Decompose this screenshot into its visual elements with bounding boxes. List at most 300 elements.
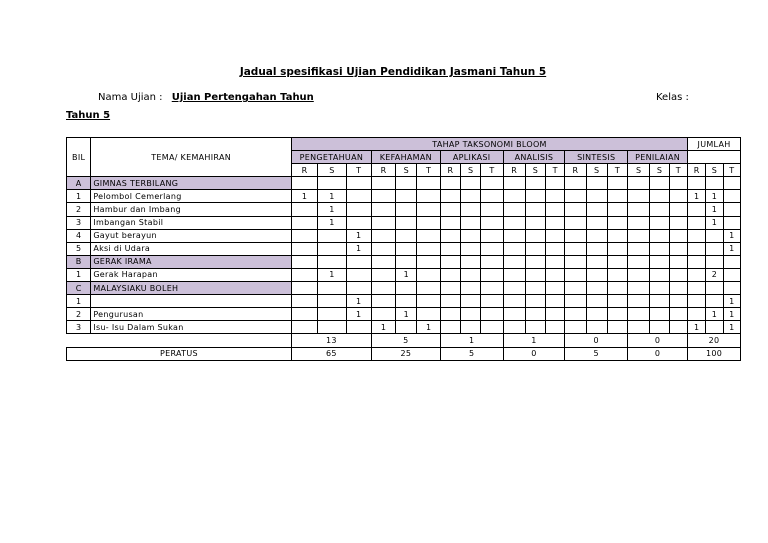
total-cell: 1 — [440, 334, 503, 347]
count-cell — [706, 295, 723, 308]
count-cell — [565, 203, 586, 216]
count-cell — [650, 308, 669, 321]
count-cell — [371, 190, 395, 203]
count-cell — [607, 216, 627, 229]
empty-cell — [586, 255, 607, 268]
count-cell — [417, 295, 440, 308]
count-cell — [650, 190, 669, 203]
section-name: MALAYSIAKU BOLEH — [91, 282, 292, 295]
count-cell — [688, 229, 706, 242]
section-row — [67, 177, 741, 190]
sub-header: S — [396, 164, 417, 177]
peratus-cell: 0 — [503, 347, 565, 360]
sub-header: T — [417, 164, 440, 177]
count-cell: 1 — [706, 203, 723, 216]
sub-header: S — [706, 164, 723, 177]
total-cell: 0 — [628, 334, 688, 347]
count-cell — [417, 268, 440, 281]
count-cell — [440, 295, 460, 308]
count-cell — [371, 203, 395, 216]
specification-table — [66, 137, 741, 361]
sub-header: R — [503, 164, 525, 177]
count-cell — [291, 268, 317, 281]
count-cell — [650, 216, 669, 229]
count-cell — [586, 203, 607, 216]
count-cell — [346, 216, 371, 229]
count-cell — [565, 229, 586, 242]
empty-cell — [565, 282, 586, 295]
table-row — [67, 203, 741, 216]
count-cell — [628, 190, 650, 203]
empty-cell — [706, 255, 723, 268]
total-cell: 0 — [565, 334, 628, 347]
empty-cell — [669, 282, 687, 295]
count-cell — [607, 321, 627, 334]
peratus-cell: 5 — [565, 347, 628, 360]
empty-cell — [318, 255, 346, 268]
count-cell — [546, 308, 565, 321]
count-cell: 1 — [723, 229, 740, 242]
count-cell — [546, 216, 565, 229]
row-bil: 4 — [67, 229, 91, 242]
empty-cell — [628, 282, 650, 295]
category-header: ANALISIS — [503, 151, 565, 164]
empty-cell — [565, 177, 586, 190]
count-cell: 1 — [417, 321, 440, 334]
nama-ujian-value: Ujian Pertengahan Tahun — [171, 92, 314, 103]
empty-cell — [346, 177, 371, 190]
count-cell — [371, 308, 395, 321]
count-cell — [669, 242, 687, 255]
row-bil: 2 — [67, 203, 91, 216]
category-header: PENGETAHUAN — [291, 151, 371, 164]
count-cell: 1 — [688, 190, 706, 203]
count-cell — [503, 308, 525, 321]
count-cell: 1 — [318, 203, 346, 216]
count-cell — [628, 242, 650, 255]
count-cell — [525, 268, 545, 281]
row-name: Hambur dan Imbang — [91, 203, 292, 216]
count-cell — [318, 229, 346, 242]
empty-cell — [371, 282, 395, 295]
count-cell — [688, 203, 706, 216]
empty-cell — [417, 282, 440, 295]
row-bil: 1 — [67, 295, 91, 308]
count-cell — [440, 216, 460, 229]
row-bil: 5 — [67, 242, 91, 255]
count-cell — [481, 308, 503, 321]
count-cell — [723, 216, 740, 229]
count-cell — [546, 229, 565, 242]
count-cell — [396, 321, 417, 334]
row-bil: 3 — [67, 216, 91, 229]
sub-header: S — [525, 164, 545, 177]
count-cell — [688, 295, 706, 308]
count-cell: 1 — [346, 242, 371, 255]
empty-cell — [650, 255, 669, 268]
table-row — [67, 321, 741, 334]
sub-header: R — [371, 164, 395, 177]
sub-header: T — [669, 164, 687, 177]
empty-cell — [546, 282, 565, 295]
bil-header: BIL — [67, 138, 91, 177]
sub-header: S — [628, 164, 650, 177]
count-cell — [371, 268, 395, 281]
section-bil: A — [67, 177, 91, 190]
table-row — [67, 229, 741, 242]
category-header: KEFAHAMAN — [371, 151, 440, 164]
empty-cell — [723, 255, 740, 268]
empty-cell — [565, 255, 586, 268]
count-cell — [417, 242, 440, 255]
count-cell — [503, 268, 525, 281]
empty-cell — [650, 177, 669, 190]
count-cell: 1 — [346, 295, 371, 308]
count-cell — [291, 216, 317, 229]
jumlah-blank — [688, 151, 741, 164]
sub-header: T — [723, 164, 740, 177]
empty-cell — [546, 177, 565, 190]
count-cell — [525, 216, 545, 229]
count-cell — [586, 190, 607, 203]
empty-cell — [723, 282, 740, 295]
count-cell — [586, 321, 607, 334]
row-name: Pengurusan — [91, 308, 292, 321]
count-cell — [461, 216, 481, 229]
count-cell: 1 — [688, 321, 706, 334]
section-name: GIMNAS TERBILANG — [91, 177, 292, 190]
count-cell — [291, 295, 317, 308]
count-cell — [503, 203, 525, 216]
count-cell: 1 — [706, 190, 723, 203]
count-cell — [371, 229, 395, 242]
sub-header: R — [291, 164, 317, 177]
count-cell — [565, 190, 586, 203]
nama-ujian-line — [98, 92, 314, 103]
count-cell — [440, 308, 460, 321]
count-cell — [417, 203, 440, 216]
empty-cell — [688, 177, 706, 190]
empty-cell — [481, 255, 503, 268]
count-cell — [525, 295, 545, 308]
count-cell — [688, 308, 706, 321]
peratus-cell: 0 — [628, 347, 688, 360]
empty-cell — [706, 282, 723, 295]
empty-cell — [291, 177, 317, 190]
table-row — [67, 295, 741, 308]
sub-header: R — [440, 164, 460, 177]
empty-cell — [481, 177, 503, 190]
count-cell — [650, 203, 669, 216]
count-cell — [396, 229, 417, 242]
sub-header: T — [481, 164, 503, 177]
empty-cell — [291, 282, 317, 295]
count-cell — [688, 216, 706, 229]
count-cell — [396, 190, 417, 203]
count-cell — [546, 203, 565, 216]
totals-row — [67, 334, 741, 347]
empty-cell — [461, 177, 481, 190]
count-cell — [318, 295, 346, 308]
count-cell — [440, 229, 460, 242]
total-cell: 5 — [371, 334, 440, 347]
count-cell — [586, 268, 607, 281]
count-cell — [346, 190, 371, 203]
empty-cell — [503, 255, 525, 268]
count-cell — [346, 268, 371, 281]
count-cell: 1 — [318, 268, 346, 281]
peratus-label: PERATUS — [67, 347, 292, 360]
empty-cell — [461, 255, 481, 268]
count-cell — [461, 229, 481, 242]
count-cell — [546, 321, 565, 334]
jumlah-header: JUMLAH — [688, 138, 741, 151]
empty-cell — [396, 282, 417, 295]
row-bil: 2 — [67, 308, 91, 321]
table-row — [67, 242, 741, 255]
sub-header: R — [565, 164, 586, 177]
count-cell — [291, 242, 317, 255]
count-cell — [396, 242, 417, 255]
sub-header: T — [546, 164, 565, 177]
count-cell: 2 — [706, 268, 723, 281]
count-cell — [481, 229, 503, 242]
count-cell — [546, 242, 565, 255]
count-cell — [607, 203, 627, 216]
row-name: Aksi di Udara — [91, 242, 292, 255]
empty-cell — [669, 255, 687, 268]
category-header: SINTESIS — [565, 151, 628, 164]
empty-cell — [546, 255, 565, 268]
count-cell — [565, 321, 586, 334]
tema-header: TEMA/ KEMAHIRAN — [91, 138, 292, 177]
count-cell — [461, 242, 481, 255]
count-cell — [461, 308, 481, 321]
count-cell: 1 — [291, 190, 317, 203]
count-cell — [461, 268, 481, 281]
count-cell — [565, 216, 586, 229]
count-cell — [461, 321, 481, 334]
count-cell — [546, 190, 565, 203]
count-cell: 1 — [396, 268, 417, 281]
empty-cell — [525, 177, 545, 190]
count-cell — [669, 308, 687, 321]
count-cell — [371, 242, 395, 255]
count-cell — [607, 268, 627, 281]
count-cell — [461, 190, 481, 203]
sub-header: S — [650, 164, 669, 177]
count-cell — [628, 295, 650, 308]
count-cell — [417, 308, 440, 321]
nama-ujian-label: Nama Ujian : — [98, 92, 163, 103]
sub-header: S — [461, 164, 481, 177]
count-cell — [723, 203, 740, 216]
total-cell: 1 — [503, 334, 565, 347]
count-cell — [650, 295, 669, 308]
empty-cell — [440, 255, 460, 268]
empty-cell — [318, 177, 346, 190]
empty-cell — [481, 282, 503, 295]
section-row — [67, 255, 741, 268]
count-cell — [525, 308, 545, 321]
count-cell — [669, 190, 687, 203]
category-header: APLIKASI — [440, 151, 503, 164]
count-cell — [669, 268, 687, 281]
peratus-cell: 5 — [440, 347, 503, 360]
count-cell — [417, 190, 440, 203]
empty-cell — [461, 282, 481, 295]
count-cell — [628, 229, 650, 242]
count-cell — [417, 216, 440, 229]
empty-cell — [371, 255, 395, 268]
count-cell — [650, 229, 669, 242]
count-cell — [607, 229, 627, 242]
count-cell — [318, 321, 346, 334]
count-cell — [525, 203, 545, 216]
count-cell — [669, 216, 687, 229]
section-bil: C — [67, 282, 91, 295]
section-name: GERAK IRAMA — [91, 255, 292, 268]
count-cell — [396, 203, 417, 216]
count-cell — [525, 229, 545, 242]
count-cell — [396, 216, 417, 229]
peratus-cell: 100 — [688, 347, 741, 360]
count-cell — [669, 229, 687, 242]
count-cell — [669, 203, 687, 216]
peratus-row — [67, 347, 741, 360]
empty-cell — [628, 177, 650, 190]
empty-cell — [586, 177, 607, 190]
empty-cell — [607, 177, 627, 190]
count-cell — [396, 295, 417, 308]
count-cell: 1 — [706, 216, 723, 229]
empty-cell — [371, 177, 395, 190]
count-cell — [503, 229, 525, 242]
count-cell — [503, 295, 525, 308]
count-cell: 1 — [723, 295, 740, 308]
empty-cell — [440, 177, 460, 190]
count-cell — [525, 190, 545, 203]
empty-cell — [607, 255, 627, 268]
count-cell — [481, 268, 503, 281]
row-name: Gayut berayun — [91, 229, 292, 242]
count-cell — [503, 321, 525, 334]
row-name — [91, 295, 292, 308]
count-cell — [607, 295, 627, 308]
row-bil: 1 — [67, 268, 91, 281]
empty-cell — [525, 255, 545, 268]
empty-cell — [346, 282, 371, 295]
count-cell — [440, 321, 460, 334]
empty-cell — [417, 255, 440, 268]
count-cell — [503, 216, 525, 229]
count-cell: 1 — [346, 229, 371, 242]
empty-cell — [706, 177, 723, 190]
count-cell — [440, 190, 460, 203]
count-cell — [546, 268, 565, 281]
sub-header: S — [318, 164, 346, 177]
count-cell — [481, 203, 503, 216]
count-cell — [628, 308, 650, 321]
empty-cell — [628, 255, 650, 268]
count-cell — [461, 203, 481, 216]
count-cell — [440, 242, 460, 255]
row-name: Pelombol Cemerlang — [91, 190, 292, 203]
tahun-label: Tahun 5 — [66, 110, 111, 121]
sub-header: T — [346, 164, 371, 177]
count-cell — [650, 268, 669, 281]
empty-cell — [503, 177, 525, 190]
count-cell — [346, 203, 371, 216]
count-cell: 1 — [318, 190, 346, 203]
empty-cell — [688, 282, 706, 295]
count-cell: 1 — [723, 308, 740, 321]
count-cell — [607, 242, 627, 255]
count-cell — [291, 321, 317, 334]
count-cell — [481, 242, 503, 255]
count-cell — [291, 229, 317, 242]
empty-cell — [688, 255, 706, 268]
count-cell — [628, 268, 650, 281]
peratus-cell: 25 — [371, 347, 440, 360]
empty-cell — [669, 177, 687, 190]
document-title: Jadual spesifikasi Ujian Pendidikan Jasmani Tahun 5 — [239, 66, 547, 78]
peratus-cell: 65 — [291, 347, 371, 360]
section-bil: B — [67, 255, 91, 268]
count-cell — [706, 229, 723, 242]
count-cell — [371, 295, 395, 308]
sub-header: R — [688, 164, 706, 177]
row-name: Isu- Isu Dalam Sukan — [91, 321, 292, 334]
count-cell — [669, 321, 687, 334]
count-cell — [481, 216, 503, 229]
table-row — [67, 268, 741, 281]
count-cell — [688, 268, 706, 281]
count-cell — [706, 242, 723, 255]
count-cell — [503, 190, 525, 203]
count-cell — [291, 203, 317, 216]
table-row — [67, 190, 741, 203]
empty-cell — [440, 282, 460, 295]
count-cell — [481, 295, 503, 308]
count-cell — [723, 268, 740, 281]
count-cell — [371, 216, 395, 229]
count-cell — [546, 295, 565, 308]
count-cell — [586, 295, 607, 308]
sub-header: S — [586, 164, 607, 177]
count-cell: 1 — [346, 308, 371, 321]
count-cell — [291, 308, 317, 321]
row-name: Gerak Harapan — [91, 268, 292, 281]
count-cell — [586, 308, 607, 321]
count-cell — [607, 308, 627, 321]
empty-cell — [503, 282, 525, 295]
count-cell — [607, 190, 627, 203]
empty-cell — [417, 177, 440, 190]
count-cell: 1 — [318, 216, 346, 229]
count-cell — [628, 216, 650, 229]
count-cell — [503, 242, 525, 255]
count-cell: 1 — [723, 242, 740, 255]
table-row — [67, 308, 741, 321]
table-row — [67, 216, 741, 229]
count-cell — [628, 321, 650, 334]
count-cell — [525, 242, 545, 255]
kelas-label: Kelas : — [656, 92, 689, 103]
row-name: Imbangan Stabil — [91, 216, 292, 229]
count-cell — [417, 229, 440, 242]
count-cell — [481, 190, 503, 203]
